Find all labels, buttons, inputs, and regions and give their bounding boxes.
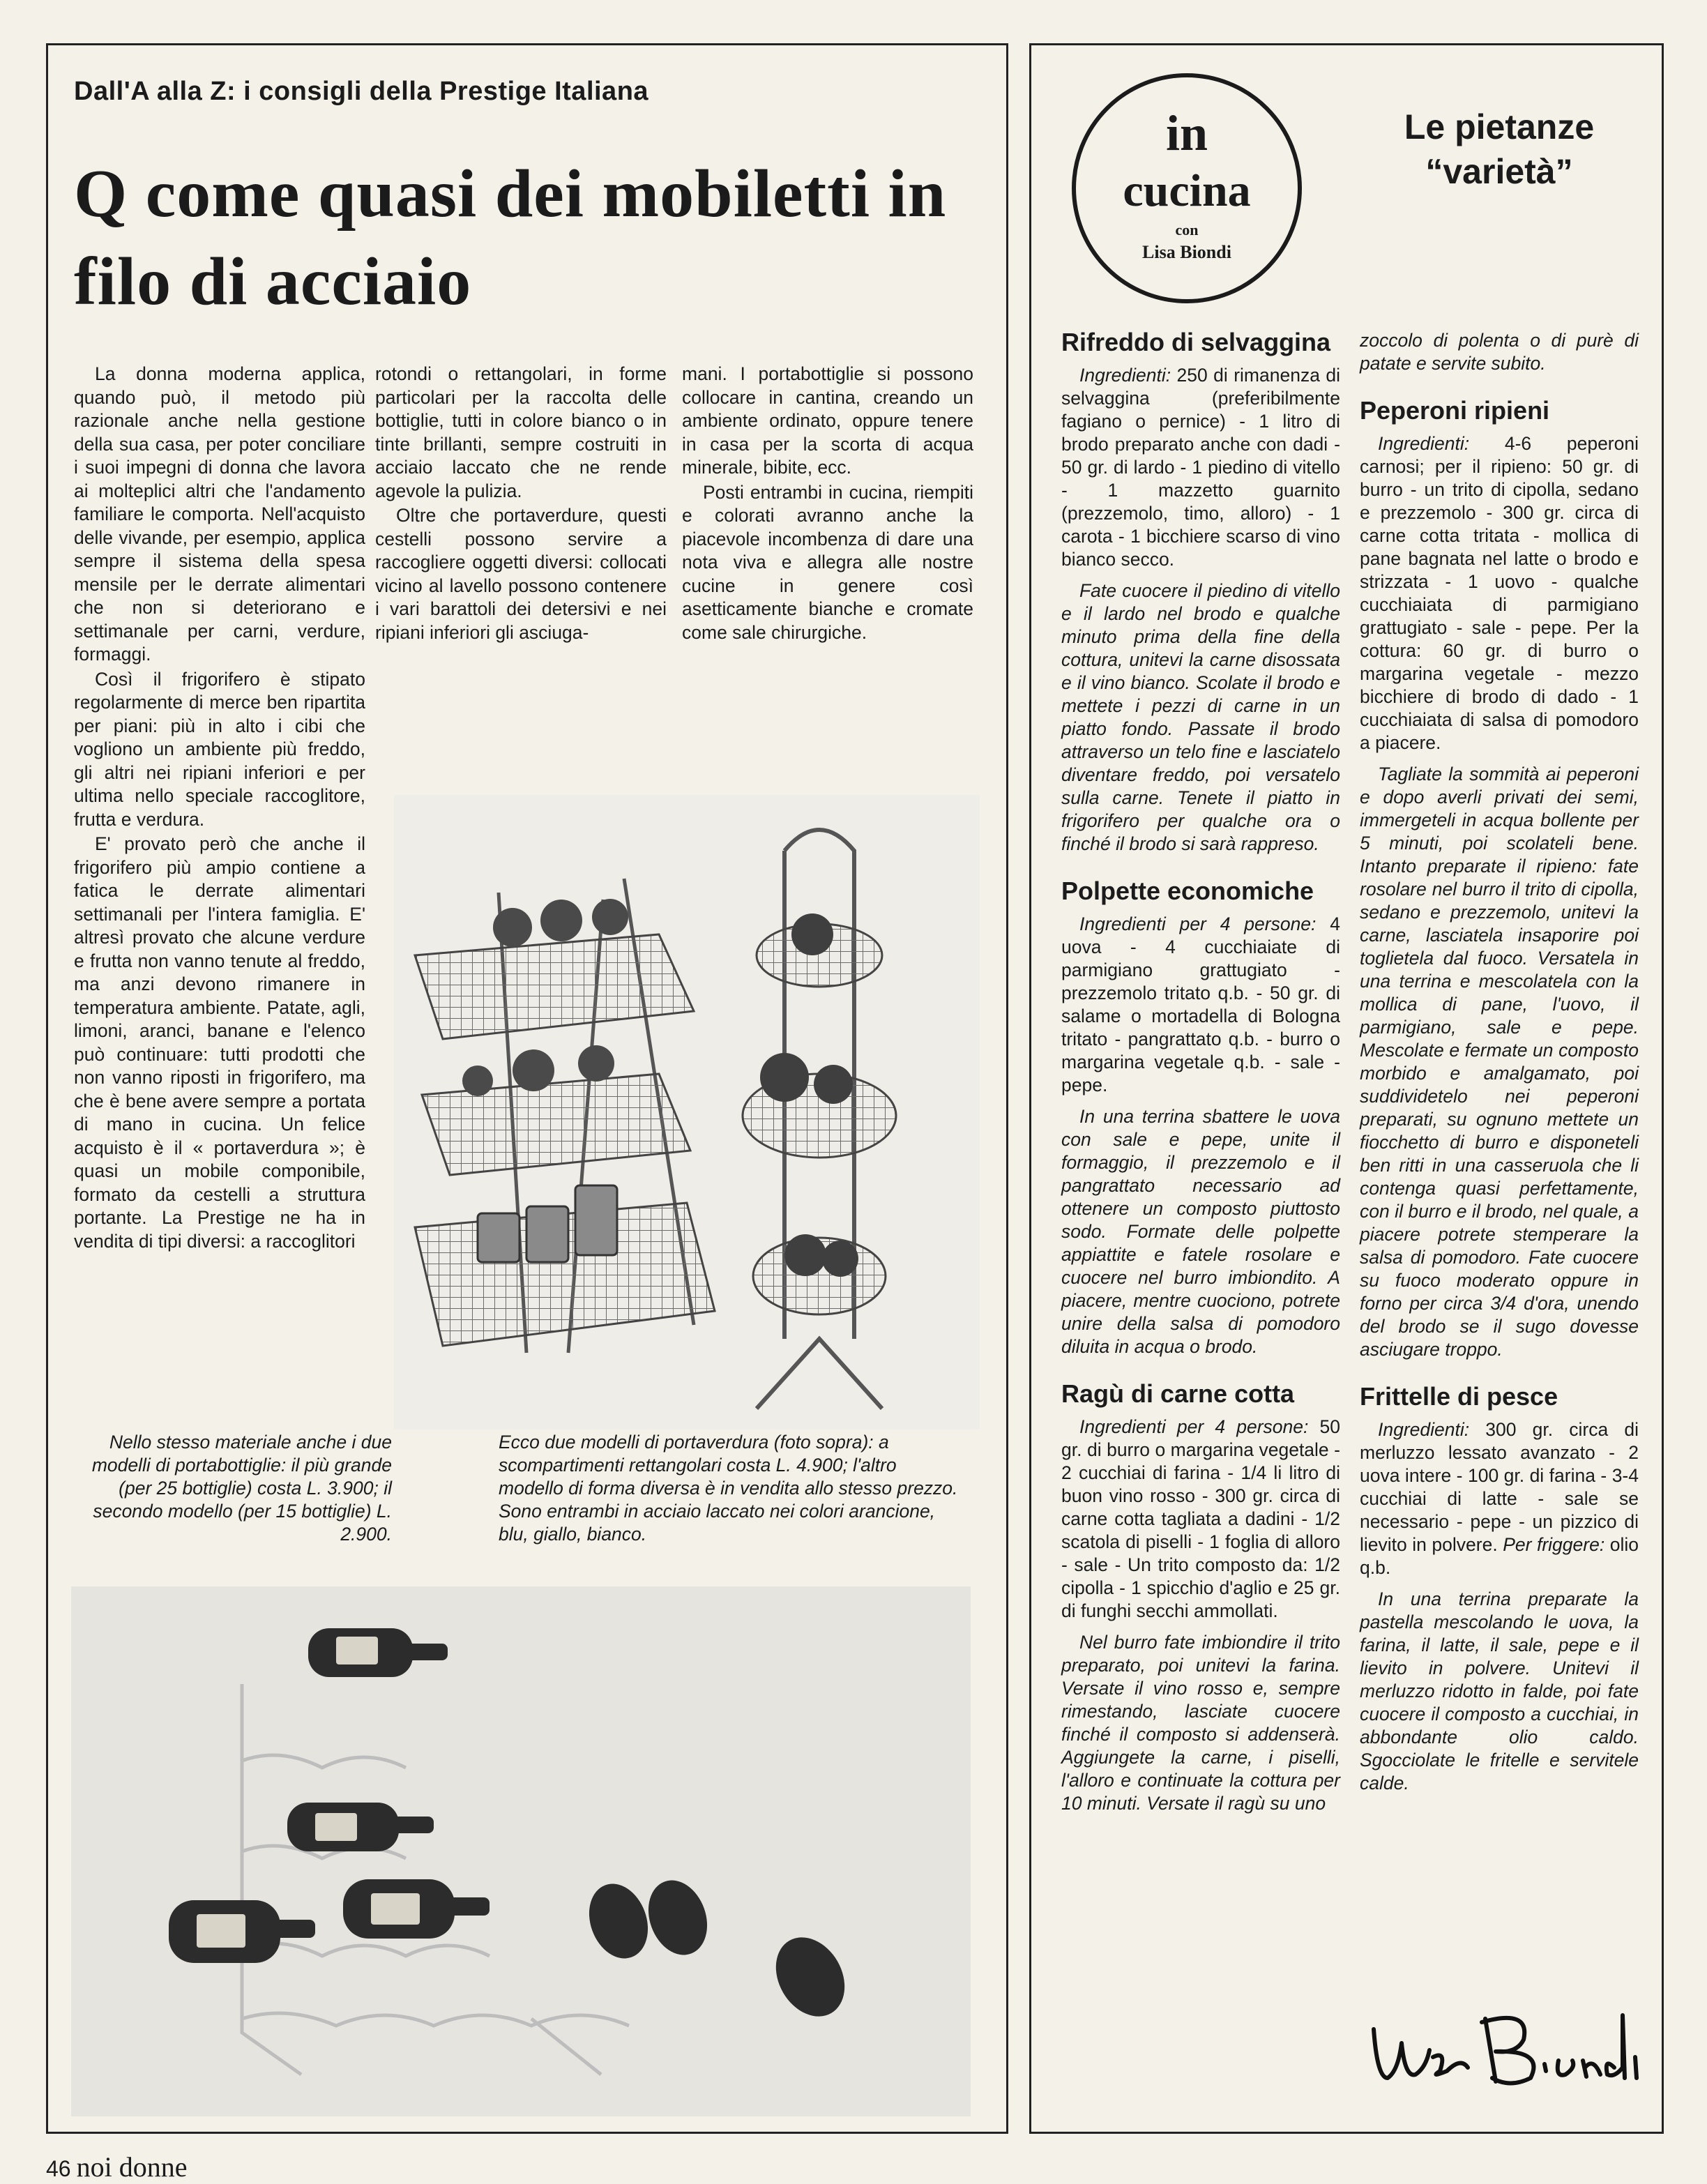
article-paragraph: mani. I portabottiglie si possono collocare in cantina, creando un ambiente ordinato, oppure tenere in casa per la scorta di acqua minerale, bibite, ecc. — [682, 363, 973, 478]
logo-line-2: cucina — [1123, 165, 1251, 216]
recipe — [1061, 328, 1340, 856]
recipe — [1061, 877, 1340, 1358]
ingredients-label: Ingredienti per 4 persone: — [1079, 1416, 1309, 1437]
bottle-rack-photo — [71, 1586, 971, 2116]
recipe-title: Peperoni ripieni — [1360, 396, 1550, 425]
method-text: In una terrina sbattere le uova con sale e pepe, unite il formaggio, il prezzemolo e il pangrattato necessario ad ottenere un composto piuttosto sodo. Formate delle polpette appiattite e fatele rosolare e cuocere nel burro imbiondito. A piacere, mentre cuociono, potrete unire della salsa di pomodoro diluita in acqua o brodo. — [1061, 1106, 1340, 1357]
recipe-title: Frittelle di pesce — [1360, 1382, 1558, 1411]
recipe-title: Polpette economiche — [1061, 877, 1314, 905]
vegetable-rack-illustration — [394, 795, 980, 1430]
page-footer — [46, 2151, 187, 2183]
fry-label: Per friggere: — [1503, 1534, 1605, 1555]
method-text: In una terrina preparate la pastella mescolando le uova, la farina, il latte, il sale, pepe e il lievito in polvere. Unitevi il merluzzo ridotto in falde, poi fate cuocere il composto a cucchiai, in abbondante olio caldo. Sgocciolate le fritelle e servitele calde. — [1360, 1588, 1639, 1794]
ingredients-text: 250 di rimanenza di selvaggina (preferibilmente fagiano o pernice) - 1 litro di brodo preparato anche con dadi - 50 gr. di lardo - 1 piedino di vitello - 1 mazzetto guarnito (prezzemolo, timo, alloro) - 1 carota - 1 bicchiere scarso di vino bianco secco. — [1061, 365, 1340, 570]
magazine-name: noi donne — [76, 2151, 188, 2183]
bottle-rack-illustration — [71, 1586, 971, 2116]
recipe — [1360, 396, 1639, 1361]
recipe-title: Rifreddo di selvaggina — [1061, 328, 1331, 356]
article-column-2 — [375, 363, 667, 644]
ingredients-text: 4-6 peperoni carnosi; per il ripieno: 50 gr. di burro - un trito di cipolla, sedano e prezzemolo - 300 gr. circa di carne cotta tritata - mollica di pane bagnata nel latte o brodo e strizzata - 1 uovo - qualche cucchiaiata di parmigiano grattugiato - sale - pepe. Per la cottura: 60 gr. di burro o margarina vegetale - mezzo bicchiere di brodo di dado - 1 cucchiaiata di salsa di pomodoro a piacere. — [1360, 433, 1639, 753]
article-headline: Q come quasi dei mobiletti in filo di acciaio — [74, 156, 947, 319]
logo-line-3: con — [1175, 221, 1199, 238]
article-kicker: Dall'A alla Z: i consigli della Prestige Italiana — [74, 77, 649, 106]
article-paragraph: E' provato però che anche il frigorifero più ampio contiene a fatica le derrate alimentari settimanali per l'intera famiglia. E' altresì provato che alcune verdure e frutta non vanno tenute al freddo, ma anzi devono rimanere in temperatura ambiente. Patate, agli, limoni, aranci, banane e l'elenco può continuare: tutti prodotti che non vanno riposti in frigorifero, ma che è bene avere sempre a portata di mano in cucina. Un felice acquisto è il « portaverdura »; è quasi un mobile componibile, formato da cestelli a struttura portante. La Prestige ne ha in vendita di tipi diversi: a raccoglitori — [74, 833, 365, 1252]
signature-image — [1363, 2001, 1649, 2099]
recipe — [1360, 1382, 1639, 1795]
article-column-3 — [682, 363, 973, 644]
page-number: 46 — [46, 2156, 71, 2181]
method-continuation: zoccolo di polenta o di purè di patate e servite subito. — [1360, 330, 1639, 374]
logo-circle — [1068, 70, 1305, 307]
article-paragraph: Oltre che portaverdure, questi cestelli possono servire a raccogliere oggetti diversi: collocati vicino al lavello possono contenere i vari barattoli dei detersivi e nei ripiani inferiori gli asciuga- — [375, 505, 667, 643]
article-paragraph: rotondi o rettangolari, in forme particolari per la raccolta delle bottiglie, tutti in colore bianco o in tinte brillanti, sempre costruiti in acciaio laccato che ne rende agevole la pulizia. — [375, 363, 667, 501]
recipes-column-2 — [1360, 329, 1639, 1795]
ingredients-text: 300 gr. circa di merluzzo lessato avanzato - 2 uova intere - 100 gr. di farina - 3-4 cucchiai di latte - sale se necessario - pepe - un pizzico di lievito in polvere. — [1360, 1419, 1639, 1555]
bottle-rack-caption: Nello stesso materiale anche i due modelli di portabottiglie: il più grande (per 25 bottiglie) costa L. 3.900; il secondo modello (per 15 bottiglie) L. 2.900. — [91, 1432, 392, 1545]
article-column-1 — [74, 363, 365, 1253]
article-paragraph: La donna moderna applica, quando può, il metodo più razionale anche nella gestione della sua casa, per poter conciliare i suoi impegni di donna che lavora ai molteplici altri che l'andamento familiare le comporta. Nell'acquisto delle vivande, per esempio, applica sempre il sistema della spesa mensile per le derrate alimentari che non si deteriorano e settimanale per carni, verdure, formaggi. — [74, 363, 365, 665]
fry-value: olio q.b. — [1360, 1534, 1639, 1578]
recipes-column-1 — [1061, 328, 1340, 1815]
ingredients-text: 50 gr. di burro o margarina vegetale - 2 cucchiai di farina - 1/4 li litro di buon vino rosso - 300 gr. circa di carne cotta tagliata a dadini - 1/2 scatola di piselli - 1 foglia di alloro - sale - Un trito composto da: 1/2 cipolla - 1 spicchio d'aglio e 25 gr. di funghi secchi ammollati. — [1061, 1416, 1340, 1621]
sidebar-title: Le pietanze “varietà” — [1404, 107, 1595, 191]
vegetable-rack-photo — [394, 795, 980, 1430]
ingredients-label: Ingredienti: — [1079, 365, 1171, 386]
ingredients-label: Ingredienti per 4 persone: — [1079, 913, 1317, 934]
method-text: Nel burro fate imbiondire il trito preparato, poi unitevi la farina. Versate il vino rosso e, sempre rimestando, lasciate cuocere finché il composto si addenserà. Aggiungete la carne, i piselli, l'alloro e continuate la cottura per 10 minuti. Versate il ragù su uno — [1061, 1632, 1340, 1814]
ingredients-label: Ingredienti: — [1378, 1419, 1470, 1440]
method-text: Tagliate la sommità ai peperoni e dopo averli privati dei semi, immergeteli in acqua bollente per 5 minuti, poi scolateli bene. Intanto preparate il ripieno: fate rosolare nel burro il trito di cipolla, sedano e prezzemolo, unitevi la carne, lasciatela insaporire poi toglietela dal fuoco. Versatela in una terrina e mescolatela con la mollica di pane, l'uovo, il parmigiano, sale e pepe. Mescolate e fermate un composto morbido e amalgamato, poi suddividetelo nei peperoni preparati, su ognuno mettete un fiocchetto di burro e disponeteli ben ritti in una casseruola che li contenga quasi perfettamente, con il burro e il brodo, nel quale, a piacere potrete stemperare la salsa di pomodoro. Fate cuocere su fuoco moderato oppure in forno per circa 3/4 d'ora, unendo del brodo se il sugo dovesse asciugare troppo. — [1360, 764, 1639, 1360]
logo-line-4: Lisa Biondi — [1142, 242, 1231, 262]
vegetable-rack-caption: Ecco due modelli di portaverdura (foto sopra): a scompartimenti rettangolari costa L. 4.900; l'altro modello di forma diversa è in vendita allo stesso prezzo. Sono entrambi in acciaio laccato nei colori arancione, blu, giallo, bianco. — [499, 1432, 958, 1545]
recipe-title: Ragù di carne cotta — [1061, 1379, 1295, 1408]
ingredients-label: Ingredienti: — [1378, 433, 1470, 454]
logo-line-1: in — [1165, 105, 1208, 161]
article-paragraph: Così il frigorifero è stipato regolarmente di merce ben ripartita per piani: più in alto i cibi che vogliono un ambiente più freddo, gli altri nei ripiani inferiori e per ultima nello speciale raccoglitore, frutta e verdura. — [74, 668, 365, 830]
article-paragraph: Posti entrambi in cucina, riempiti e colorati avranno anche la piacevole incombenza di dare una nota viva e allegra alle nostre cucine in genere così asetticamente bianche e cromate come sale chirurgiche. — [682, 481, 973, 643]
method-text: Fate cuocere il piedino di vitello e il lardo nel brodo e qualche minuto prima della fine della cottura, unitevi la carne disossata e il vino bianco. Scolate il brodo e mettete i pezzi di carne in un piatto fondo. Passate il brodo attraverso un telo fine e lasciatelo diventare freddo, poi versatelo sulla carne. Tenete il piatto in frigorifero per qualche ora o finché il brodo si sarà rappreso. — [1061, 580, 1340, 854]
in-cucina-logo — [1068, 70, 1305, 307]
recipe — [1061, 1379, 1340, 1815]
ingredients-text: 4 uova - 4 cucchiaiate di parmigiano grattugiato - prezzemolo tritato q.b. - 50 gr. di salame o mortadella di Bologna tritato - pangrattato q.b. - burro o margarina vegetale q.b. - sale - pepe. — [1061, 913, 1340, 1095]
signature — [1363, 2001, 1649, 2099]
